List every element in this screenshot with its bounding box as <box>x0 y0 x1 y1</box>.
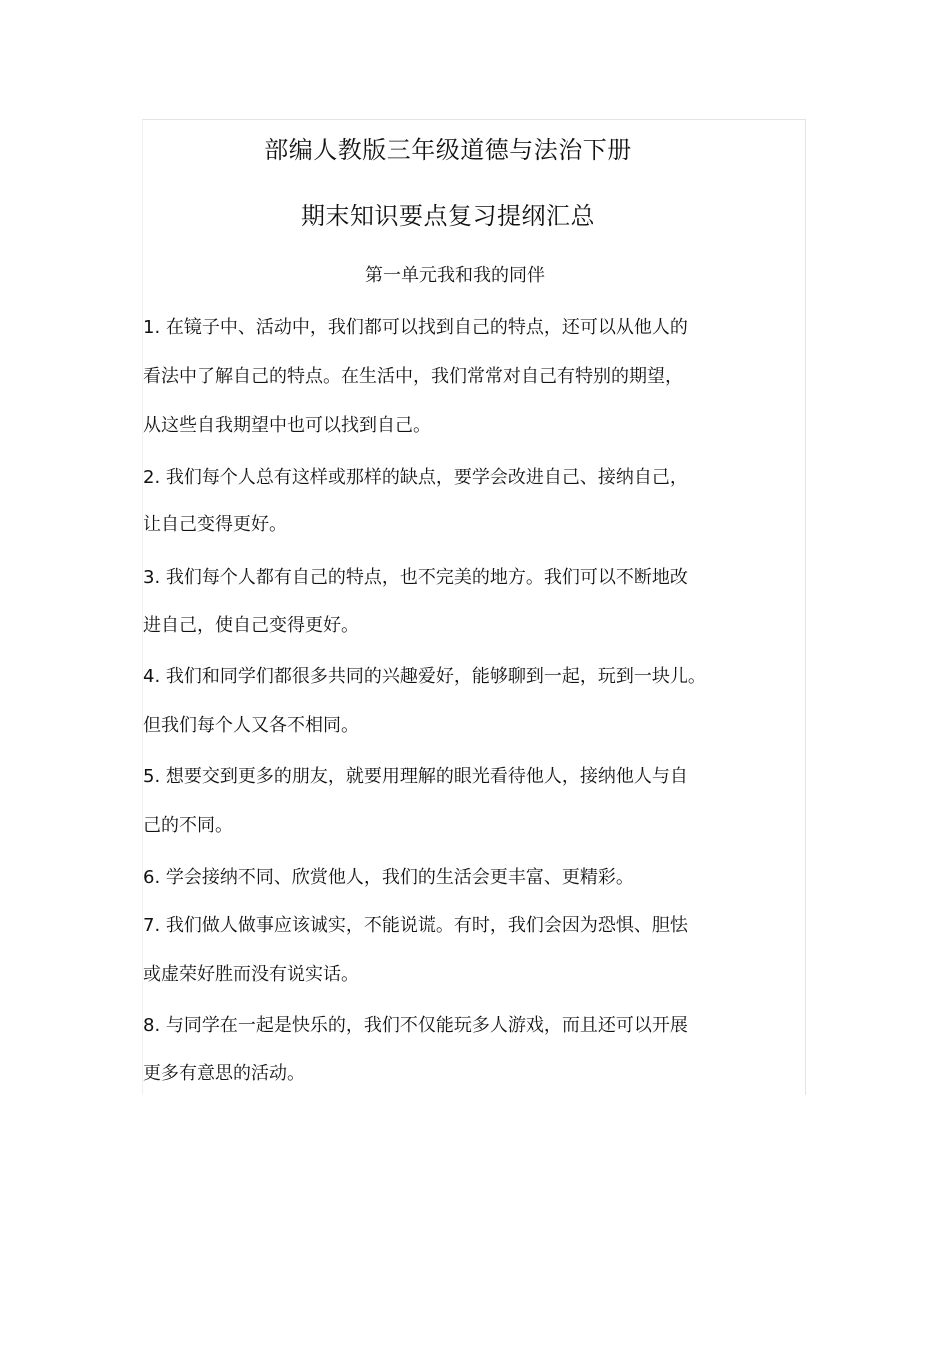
text-line: 让自己变得更好。 <box>143 514 287 535</box>
text-line: 1. 在镜子中、活动中，我们都可以找到自己的特点，还可以从他人的 <box>143 317 688 338</box>
text-line: 8. 与同学在一起是快乐的，我们不仅能玩多人游戏，而且还可以开展 <box>143 1015 688 1036</box>
text-line: 2. 我们每个人总有这样或那样的缺点，要学会改进自己、接纳自己， <box>143 467 688 488</box>
text-line: 3. 我们每个人都有自己的特点，也不完美的地方。我们可以不断地改 <box>143 567 688 588</box>
text-line: 5. 想要交到更多的朋友，就要用理解的眼光看待他人，接纳他人与自 <box>143 766 688 787</box>
text-line: 6. 学会接纳不同、欣赏他人，我们的生活会更丰富、更精彩。 <box>143 867 634 888</box>
unit-heading: 第一单元我和我的同伴 <box>365 265 545 286</box>
document-title: 部编人教版三年级道德与法治下册 <box>264 136 632 164</box>
text-line: 看法中了解自己的特点。在生活中，我们常常对自己有特别的期望， <box>143 366 683 387</box>
text-line: 进自己，使自己变得更好。 <box>143 615 359 636</box>
text-line: 4. 我们和同学们都很多共同的兴趣爱好，能够聊到一起，玩到一块儿。 <box>143 666 706 687</box>
text-line: 己的不同。 <box>143 815 233 836</box>
text-line: 更多有意思的活动。 <box>143 1063 305 1084</box>
text-line: 7. 我们做人做事应该诚实，不能说谎。有时，我们会因为恐惧、胆怯 <box>143 915 688 936</box>
document-subtitle: 期末知识要点复习提纲汇总 <box>301 202 595 230</box>
text-line: 但我们每个人又各不相同。 <box>143 715 359 736</box>
text-line: 从这些自我期望中也可以找到自己。 <box>143 415 431 436</box>
text-line: 或虚荣好胜而没有说实话。 <box>143 964 359 985</box>
